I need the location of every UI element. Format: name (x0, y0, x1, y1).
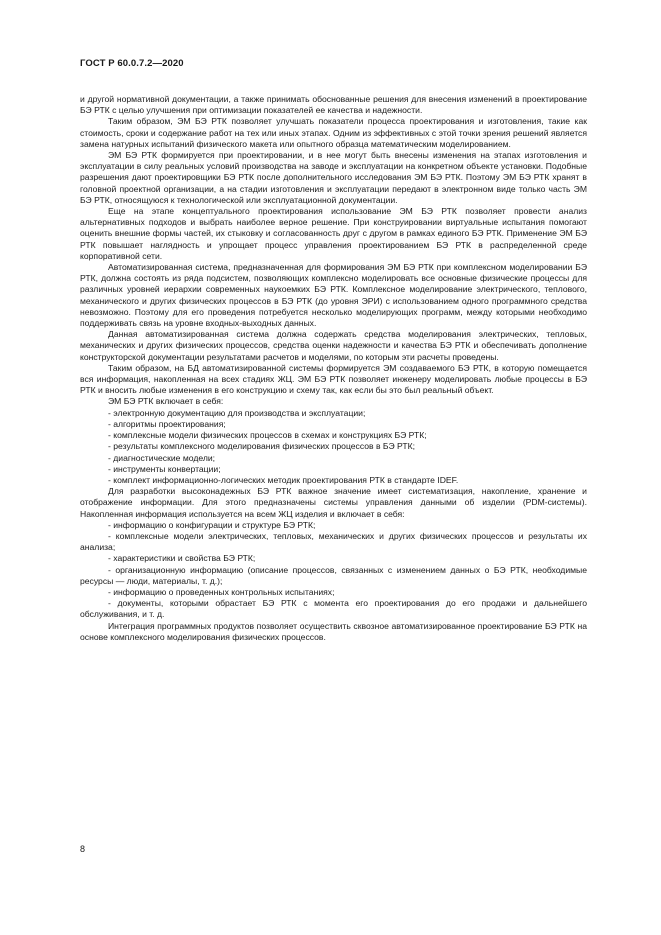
body-paragraph: ЭМ БЭ РТК формируется при проектировании, и в нее могут быть внесены изменения на этапах изготовления и эксплуатации в силу реальных условий производства на заводе и эксплуатации на конкретном объекте установки. Подобные разрешения дают проектировщики БЭ РТК после дополнительного исследования ЭМ БЭ РТК. Поэтому ЭМ БЭ РТК хранят в головной проектной организации, а на стадии изготовления и эксплуатации передают в электронном виде только часть ЭМ БЭ РТК, относящуюся к технологической или эксплуатационной документации. (80, 150, 587, 205)
body-paragraph: Таким образом, ЭМ БЭ РТК позволяет улучшать показатели процесса проектирования и изготовления, такие как стоимость, сроки и содержание работ на тех или иных этапах. Одним из эффективных с этой точки зрения решений является замена натурных испытаний физического макета или опытного образца математическим моделированием. (80, 116, 587, 149)
list-item: - электронную документацию для производства и эксплуатации; (108, 407, 366, 418)
body-paragraph: и другой нормативной документации, а также принимать обоснованные решения для внесения изменений в проектирование БЭ РТК с целью улучшения при оптимизации показателей ее качества и надежности. (80, 94, 587, 116)
list-item: - комплект информационно-логических методик проектирования РТК в стандарте IDEF. (108, 474, 459, 485)
document-body (80, 94, 587, 643)
list-item: - диагностические модели; (108, 452, 216, 463)
list-item: - организационную информацию (описание процессов, связанных с изменением данных о БЭ РТК, необходимые ресурсы — люди, материалы, т. д.); (80, 564, 587, 586)
list-item: - характеристики и свойства БЭ РТК; (108, 553, 256, 564)
standard-designation: ГОСТ Р 60.0.7.2—2020 (80, 58, 184, 69)
body-paragraph: Таким образом, на БД автоматизированной системы формируется ЭМ создаваемого БЭ РТК, в которую помещается вся информация, накопленная на всех стадиях ЖЦ. ЭМ БЭ РТК позволяет инженеру моделировать любые процессы в БЭ РТК и вносить любые изменения в его конструкцию и схему так, как если бы это был реальный объект. (80, 362, 587, 396)
list-item: - результаты комплексного моделирования физических процессов в БЭ РТК; (108, 441, 416, 452)
list-item: - алгоритмы проектирования; (108, 418, 226, 429)
list-item: - документы, которыми обрастает БЭ РТК с момента его проектирования до его продажи и дальнейшего обслуживания, и т. д. (80, 598, 587, 620)
document-page (80, 58, 587, 643)
body-paragraph: ЭМ БЭ РТК включает в себя: (108, 396, 224, 407)
list-item: - информацию о проведенных контрольных испытаниях; (108, 586, 335, 597)
list-item: - комплексные модели физических процессов в схемах и конструкциях БЭ РТК; (108, 430, 427, 441)
list-item: - комплексные модели электрических, тепловых, механических и других физических процессов и результаты их анализа; (80, 530, 587, 553)
body-paragraph: Автоматизированная система, предназначенная для формирования ЭМ БЭ РТК при комплексном моделировании БЭ РТК, должна состоять из ряда подсистем, позволяющих комплексно моделировать все основные физические процессы для различных уровней иерархии современных наукоемких БЭ РТК. Комплексное моделирование электрического, теплового, механического и других физических процессов в БЭ РТК (до уровня ЭРИ) с использованием одного программного средства невозможно. Поэтому для его проведения потребуется несколько моделирующих программ, между которыми необходимо поддерживать связь на уровне входных-выходных данных. (80, 262, 587, 329)
list-item: - инструменты конвертации; (108, 463, 221, 474)
page-number: 8 (80, 844, 86, 854)
body-paragraph: Интеграция программных продуктов позволяет осуществить сквозное автоматизированное проектирование БЭ РТК на основе комплексного моделирования физических процессов. (80, 620, 587, 642)
list-item: - информацию о конфигурации и структуре БЭ РТК; (108, 519, 316, 530)
body-paragraph: Данная автоматизированная система должна содержать средства моделирования электрических, тепловых, механических и других физических процессов, средства оценки надежности и качества БЭ РТК и обеспечивать дополнение конструкторской документации результатами расчетов и моделями, по которым эти расчеты проведены. (80, 329, 587, 362)
body-paragraph: Еще на этапе концептуального проектирования использование ЭМ БЭ РТК позволяет провести анализ альтернативных подходов и выбрать наиболее верное решение. При конструировании виртуальные испытания помогают оценить внешние формы частей, их стыковку и согласованность друг с другом в рамках единого БЭ РТК. Применение ЭМ БЭ РТК повышает наглядность и упрощает процесс управления проектированием БЭ РТК в распределенной среде корпоративной сети. (80, 206, 587, 261)
body-paragraph: Для разработки высоконадежных БЭ РТК важное значение имеет систематизация, накопление, хранение и отображение информации. Для этого предназначены системы управления данными об изделии (PDM-системы). Накопленная информация используется на всем ЖЦ изделия и включает в себя: (80, 486, 587, 519)
